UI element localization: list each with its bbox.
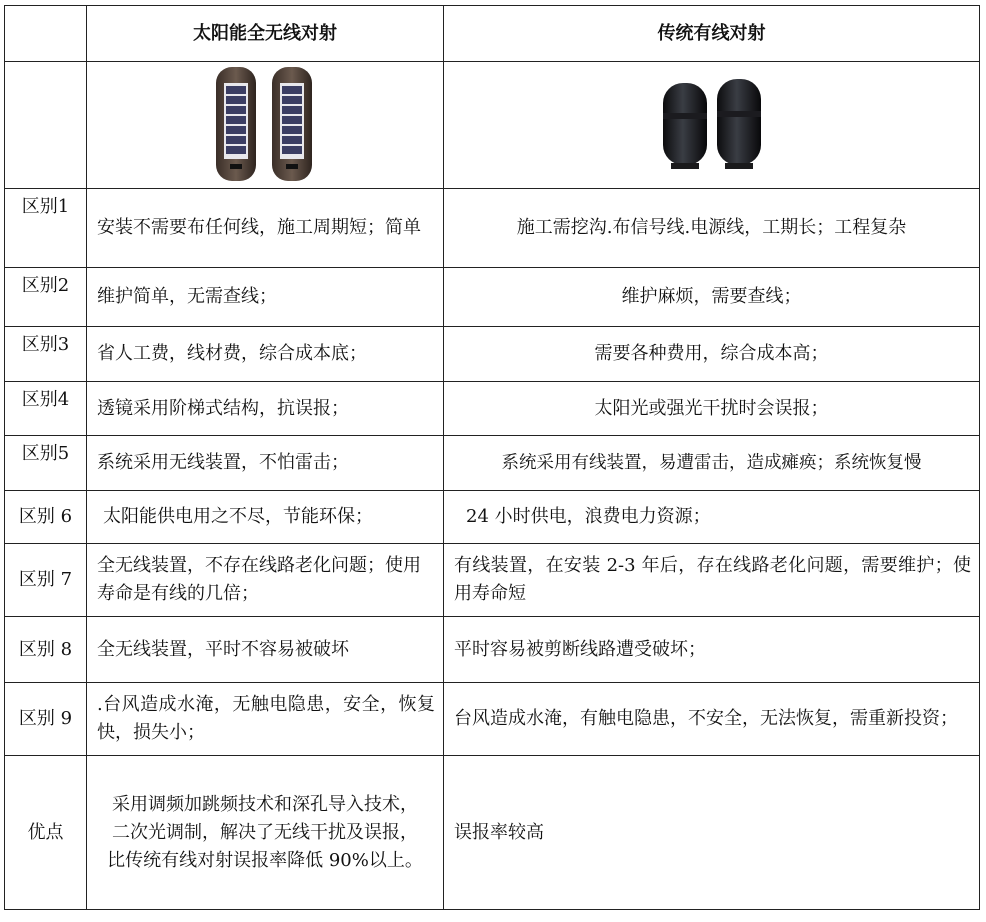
solar-cell: 采用调频加跳频技术和深孔导入技术，二次光调制，解决了无线干扰及误报，比传统有线对射误报率降低 90%以上。 <box>87 756 444 910</box>
wired-cell: 需要各种费用，综合成本高； <box>444 327 980 382</box>
row-label: 区别 8 <box>5 617 87 683</box>
wired-cell: 24 小时供电，浪费电力资源； <box>444 491 980 544</box>
table-row <box>5 544 980 617</box>
solar-cell: 维护简单，无需查线； <box>87 268 444 327</box>
wired-cell: 有线装置，在安装 2-3 年后，存在线路老化问题，需要维护；使用寿命短 <box>444 544 980 617</box>
wired-cell: 维护麻烦，需要查线； <box>444 268 980 327</box>
header-empty-cell <box>5 6 87 62</box>
row-label: 区别2 <box>5 268 87 327</box>
solar-cell: 安装不需要布任何线，施工周期短；简单 <box>87 189 444 268</box>
solar-cell: 透镜采用阶梯式结构，抗误报； <box>87 382 444 436</box>
row-label: 区别 9 <box>5 683 87 756</box>
table-row <box>5 617 980 683</box>
wired-cell: 系统采用有线装置，易遭雷击，造成瘫痪；系统恢复慢 <box>444 436 980 491</box>
table-row <box>5 491 980 544</box>
row-label: 区别3 <box>5 327 87 382</box>
solar-cell: 系统采用无线装置，不怕雷击； <box>87 436 444 491</box>
solar-cell: 省人工费，线材费，综合成本底； <box>87 327 444 382</box>
table-row <box>5 382 980 436</box>
row-label: 区别 6 <box>5 491 87 544</box>
wired-cell: 平时容易被剪断线路遭受破坏； <box>444 617 980 683</box>
wired-cell: 台风造成水淹，有触电隐患，不安全，无法恢复，需重新投资； <box>444 683 980 756</box>
solar-device-image <box>210 65 320 185</box>
header-row <box>5 6 980 62</box>
wired-cell: 施工需挖沟.布信号线.电源线，工期长；工程复杂 <box>444 189 980 268</box>
solar-cell: .台风造成水淹，无触电隐患，安全，恢复快，损失小； <box>87 683 444 756</box>
table-row <box>5 436 980 491</box>
row-label: 区别1 <box>5 189 87 268</box>
solar-cell: 太阳能供电用之不尽，节能环保； <box>87 491 444 544</box>
row-label: 区别5 <box>5 436 87 491</box>
comparison-table <box>4 5 980 910</box>
wired-device-cell <box>444 62 980 189</box>
solar-cell: 全无线装置，平时不容易被破坏 <box>87 617 444 683</box>
wired-cell: 误报率较高 <box>444 756 980 910</box>
wired-device-image <box>657 75 767 175</box>
solar-device-cell <box>87 62 444 189</box>
table-row <box>5 268 980 327</box>
image-empty-cell <box>5 62 87 189</box>
wired-cell: 太阳光或强光干扰时会误报； <box>444 382 980 436</box>
table-row <box>5 756 980 910</box>
solar-cell: 全无线装置，不存在线路老化问题；使用寿命是有线的几倍； <box>87 544 444 617</box>
header-wired: 传统有线对射 <box>444 6 980 62</box>
image-row <box>5 62 980 189</box>
row-label: 区别 7 <box>5 544 87 617</box>
table-row <box>5 189 980 268</box>
row-label: 区别4 <box>5 382 87 436</box>
row-label: 优点 <box>5 756 87 910</box>
table-row <box>5 327 980 382</box>
header-solar: 太阳能全无线对射 <box>87 6 444 62</box>
table-row <box>5 683 980 756</box>
